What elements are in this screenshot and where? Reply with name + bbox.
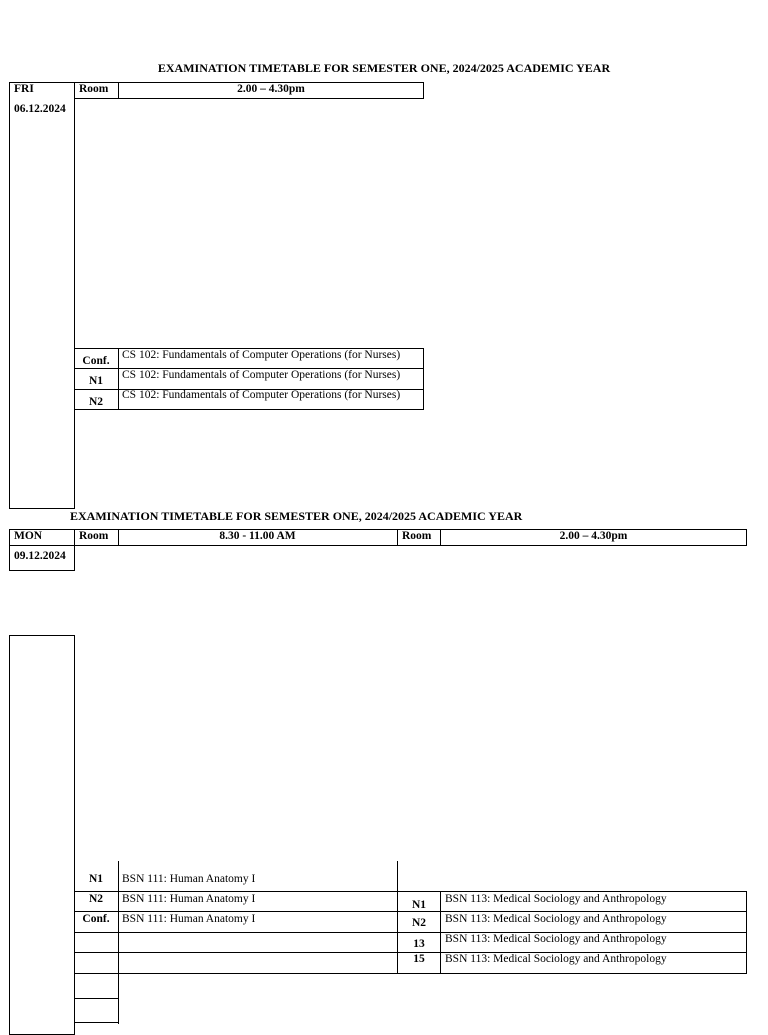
table-row-course: CS 102: Fundamentals of Computer Operations (for Nurses)	[122, 369, 401, 381]
table-row-course: BSN 113: Medical Sociology and Anthropology	[445, 893, 667, 905]
page2-date: 09.12.2024	[14, 550, 66, 562]
table-row-course: BSN 113: Medical Sociology and Anthropology	[445, 913, 667, 925]
page2-time-header-am: 8.30 - 11.00 AM	[219, 530, 296, 542]
page1-time-header: 2.00 – 4.30pm	[237, 83, 305, 95]
table-row-room: 15	[413, 953, 425, 965]
table-row-course: BSN 113: Medical Sociology and Anthropology	[445, 953, 667, 965]
page1-day-column	[9, 82, 75, 509]
table-row-course: BSN 113: Medical Sociology and Anthropology	[445, 933, 667, 945]
page1-day: FRI	[14, 83, 34, 95]
table-row-room: N1	[411, 899, 427, 911]
table-row-room: Conf.	[82, 355, 110, 367]
table-row-room: N2	[411, 917, 427, 929]
table-row-room: N1	[88, 375, 104, 387]
page1-room-header: Room	[79, 83, 109, 95]
page2-title: EXAMINATION TIMETABLE FOR SEMESTER ONE, 2024/2025 ACADEMIC YEAR	[70, 509, 523, 523]
page1-date: 06.12.2024	[14, 103, 66, 115]
table-row-course: CS 102: Fundamentals of Computer Operations (for Nurses)	[122, 349, 401, 361]
page2-day: MON	[14, 530, 43, 542]
page2-day-column	[9, 635, 75, 1035]
table-row-room: N2	[88, 396, 104, 408]
table-row-room: N1	[88, 873, 104, 885]
table-row-course: BSN 111: Human Anatomy I	[122, 893, 256, 905]
table-row-room: 13	[413, 938, 425, 950]
page2-room-header-pm: Room	[402, 530, 432, 542]
table-row-course: CS 102: Fundamentals of Computer Operations (for Nurses)	[122, 389, 401, 401]
page2-room-header-am: Room	[79, 530, 109, 542]
table-row-course: BSN 111: Human Anatomy I	[122, 873, 256, 885]
table-row-room: Conf.	[82, 913, 110, 925]
page2-time-header-pm: 2.00 – 4.30pm	[559, 530, 628, 542]
table-row-course: BSN 111: Human Anatomy I	[122, 913, 256, 925]
table-row-room: N2	[88, 893, 104, 905]
page1-title: EXAMINATION TIMETABLE FOR SEMESTER ONE, 2024/2025 ACADEMIC YEAR	[157, 61, 611, 75]
